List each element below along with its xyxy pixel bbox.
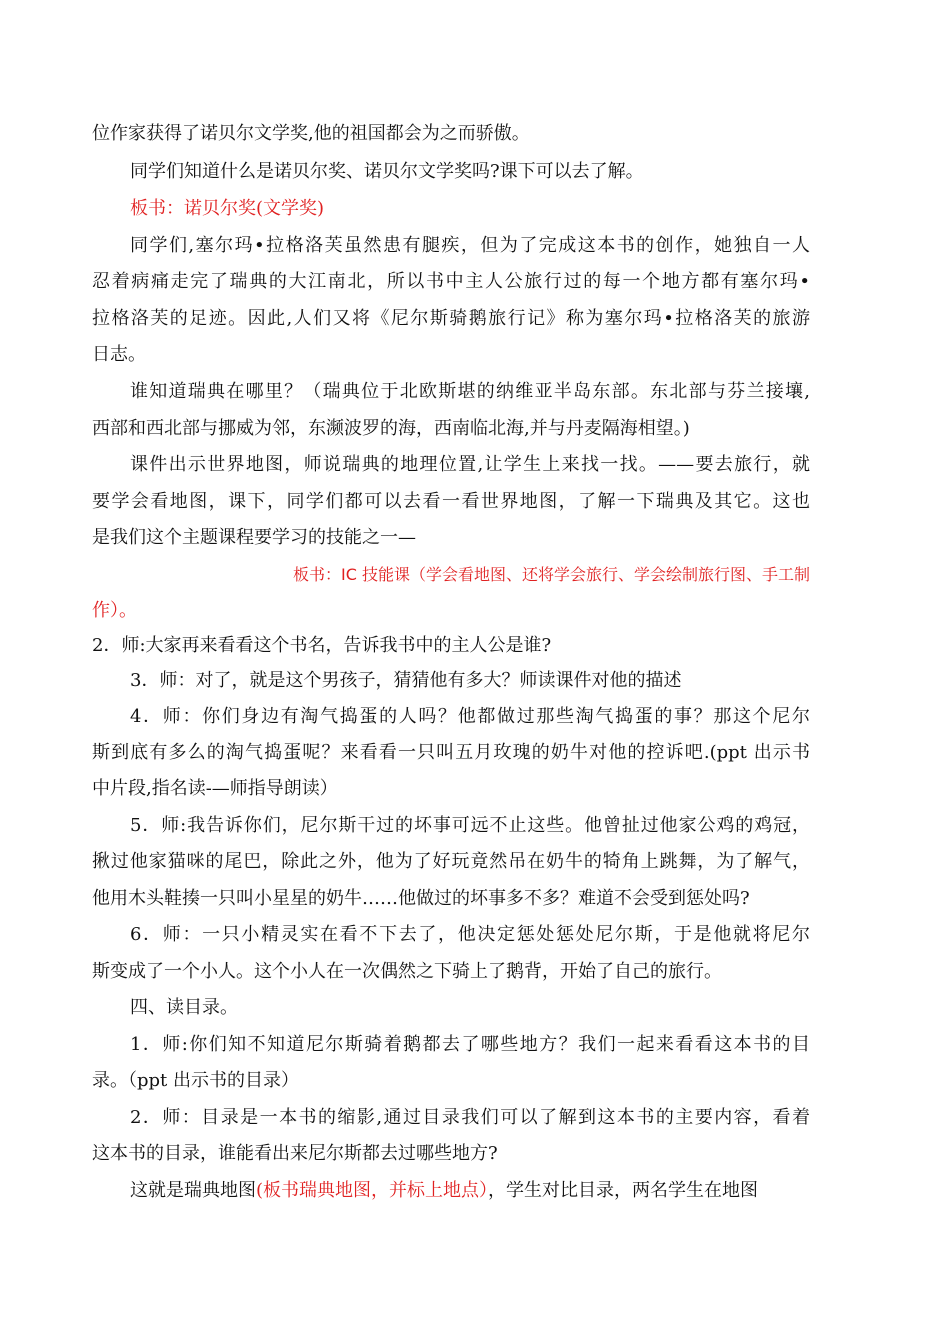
paragraph-line: 3．师：对了，就是这个男孩子，猜猜他有多大？师读课件对他的描述 bbox=[130, 670, 682, 691]
paragraph-line: 2．师：目录是一本书的缩影,通过目录我们可以了解到这本书的主要内容，看着 bbox=[130, 1107, 810, 1128]
paragraph-line: 谁知道瑞典在哪里？（瑞典位于北欧斯堪的纳维亚半岛东部。东北部与芬兰接壤, bbox=[130, 381, 810, 402]
board-note: (板书瑞典地图，并标上地点） bbox=[256, 1180, 489, 1201]
paragraph-line: 斯到底有多么的淘气捣蛋呢？来看看一只叫五月玫瑰的奶牛对他的控诉吧.(ppt 出示书 bbox=[92, 742, 810, 763]
paragraph-line: 1．师:你们知不知道尼尔斯骑着鹅都去了哪些地方？我们一起来看看这本书的目 bbox=[130, 1034, 810, 1055]
paragraph-line: 录。（ppt 出示书的目录） bbox=[92, 1070, 299, 1091]
paragraph-line: 中片段,指名读-—师指导朗读） bbox=[92, 778, 338, 799]
paragraph-line: 揪过他家猫咪的尾巴，除此之外，他为了好玩竟然吊在奶牛的犄角上跳舞，为了解气， bbox=[92, 851, 810, 872]
board-note: 板书：IC 技能课（学会看地图、还将学会旅行、学会绘制旅行图、手工制 bbox=[293, 565, 810, 584]
paragraph-line: 要学会看地图，课下，同学们都可以去看一看世界地图，了解一下瑞典及其它。这也 bbox=[92, 491, 810, 512]
paragraph-line: 6．师：一只小精灵实在看不下去了，他决定惩处惩处尼尔斯，于是他就将尼尔 bbox=[130, 924, 810, 945]
paragraph-line: 是我们这个主题课程要学习的技能之一— bbox=[92, 527, 416, 548]
paragraph-line: 课件出示世界地图，师说瑞典的地理位置,让学生上来找一找。——要去旅行，就 bbox=[130, 454, 810, 475]
paragraph-line: 2．师:大家再来看看这个书名，告诉我书中的主人公是谁? bbox=[92, 635, 552, 656]
paragraph-line: 位作家获得了诺贝尔文学奖,他的祖国都会为之而骄傲。 bbox=[92, 123, 530, 144]
paragraph-line: 忍着病痛走完了瑞典的大江南北，所以书中主人公旅行过的每一个地方都有塞尔玛• bbox=[92, 271, 810, 292]
paragraph-line bbox=[130, 1177, 810, 1205]
paragraph-line: 4．师：你们身边有淘气捣蛋的人吗？他都做过那些淘气捣蛋的事？那这个尼尔 bbox=[130, 706, 810, 727]
paragraph-line: 同学们,塞尔玛•拉格洛芙虽然患有腿疾，但为了完成这本书的创作，她独自一人 bbox=[130, 235, 810, 256]
paragraph-line: 日志。 bbox=[92, 344, 146, 365]
paragraph-text: 这就是瑞典地图 bbox=[130, 1180, 256, 1201]
board-note: 作）。 bbox=[92, 600, 137, 621]
paragraph-line: 他用木头鞋揍一只叫小星星的奶牛……他做过的坏事多不多？难道不会受到惩处吗? bbox=[92, 888, 750, 909]
paragraph-line: 5．师:我告诉你们，尼尔斯干过的坏事可远不止这些。他曾扯过他家公鸡的鸡冠， bbox=[130, 815, 810, 836]
paragraph-line: 西部和西北部与挪威为邻，东濒波罗的海，西南临北海,并与丹麦隔海相望。) bbox=[92, 418, 690, 439]
board-note: 板书：诺贝尔奖(文学奖) bbox=[130, 198, 325, 219]
section-heading: 四、读目录。 bbox=[130, 997, 238, 1018]
paragraph-line: 拉格洛芙的足迹。因此,人们又将《尼尔斯骑鹅旅行记》称为塞尔玛•拉格洛芙的旅游 bbox=[92, 308, 810, 329]
paragraph-line: 斯变成了一个小人。这个小人在一次偶然之下骑上了鹅背，开始了自己的旅行。 bbox=[92, 961, 722, 982]
paragraph-line: 这本书的目录，谁能看出来尼尔斯都去过哪些地方? bbox=[92, 1143, 498, 1164]
paragraph-line: 同学们知道什么是诺贝尔奖、诺贝尔文学奖吗?课下可以去了解。 bbox=[130, 161, 644, 182]
paragraph-text: ，学生对比目录，两名学生在地图 bbox=[488, 1180, 759, 1201]
